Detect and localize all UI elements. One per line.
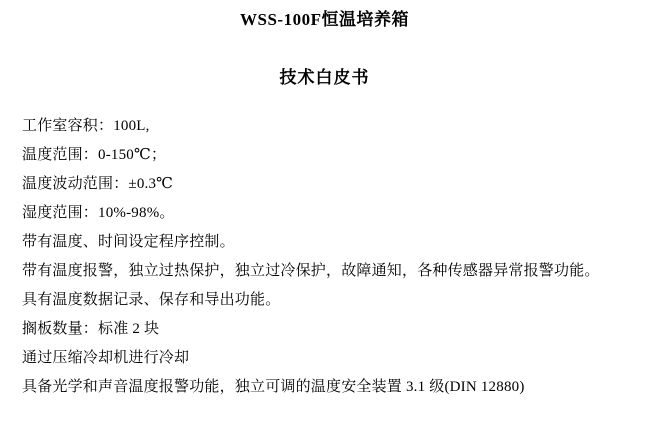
- spec-line: 具备光学和声音温度报警功能，独立可调的温度安全装置 3.1 级(DIN 12880): [22, 379, 525, 395]
- spec-line: 湿度范围：10%-98%。: [22, 205, 175, 221]
- specification-list: [0, 112, 649, 402]
- spec-line: 带有温度报警，独立过热保护，独立过冷保护，故障通知，各种传感器异常报警功能。: [22, 263, 600, 279]
- spec-line: 通过压缩冷却机进行冷却: [22, 350, 190, 366]
- page-title: WSS-100F恒温培养箱: [240, 10, 409, 29]
- spec-line: 搁板数量：标准 2 块: [22, 321, 160, 337]
- document-page: [0, 8, 649, 427]
- spec-line: 带有温度、时间设定程序控制。: [22, 234, 235, 250]
- page-subtitle: 技术白皮书: [279, 68, 370, 87]
- spec-line: 温度范围：0-150℃；: [22, 147, 167, 163]
- spec-line: 温度波动范围：±0.3℃: [22, 176, 174, 192]
- spec-line: 工作室容积：100L,: [22, 118, 150, 134]
- spec-line: 具有温度数据记录、保存和导出功能。: [22, 292, 281, 308]
